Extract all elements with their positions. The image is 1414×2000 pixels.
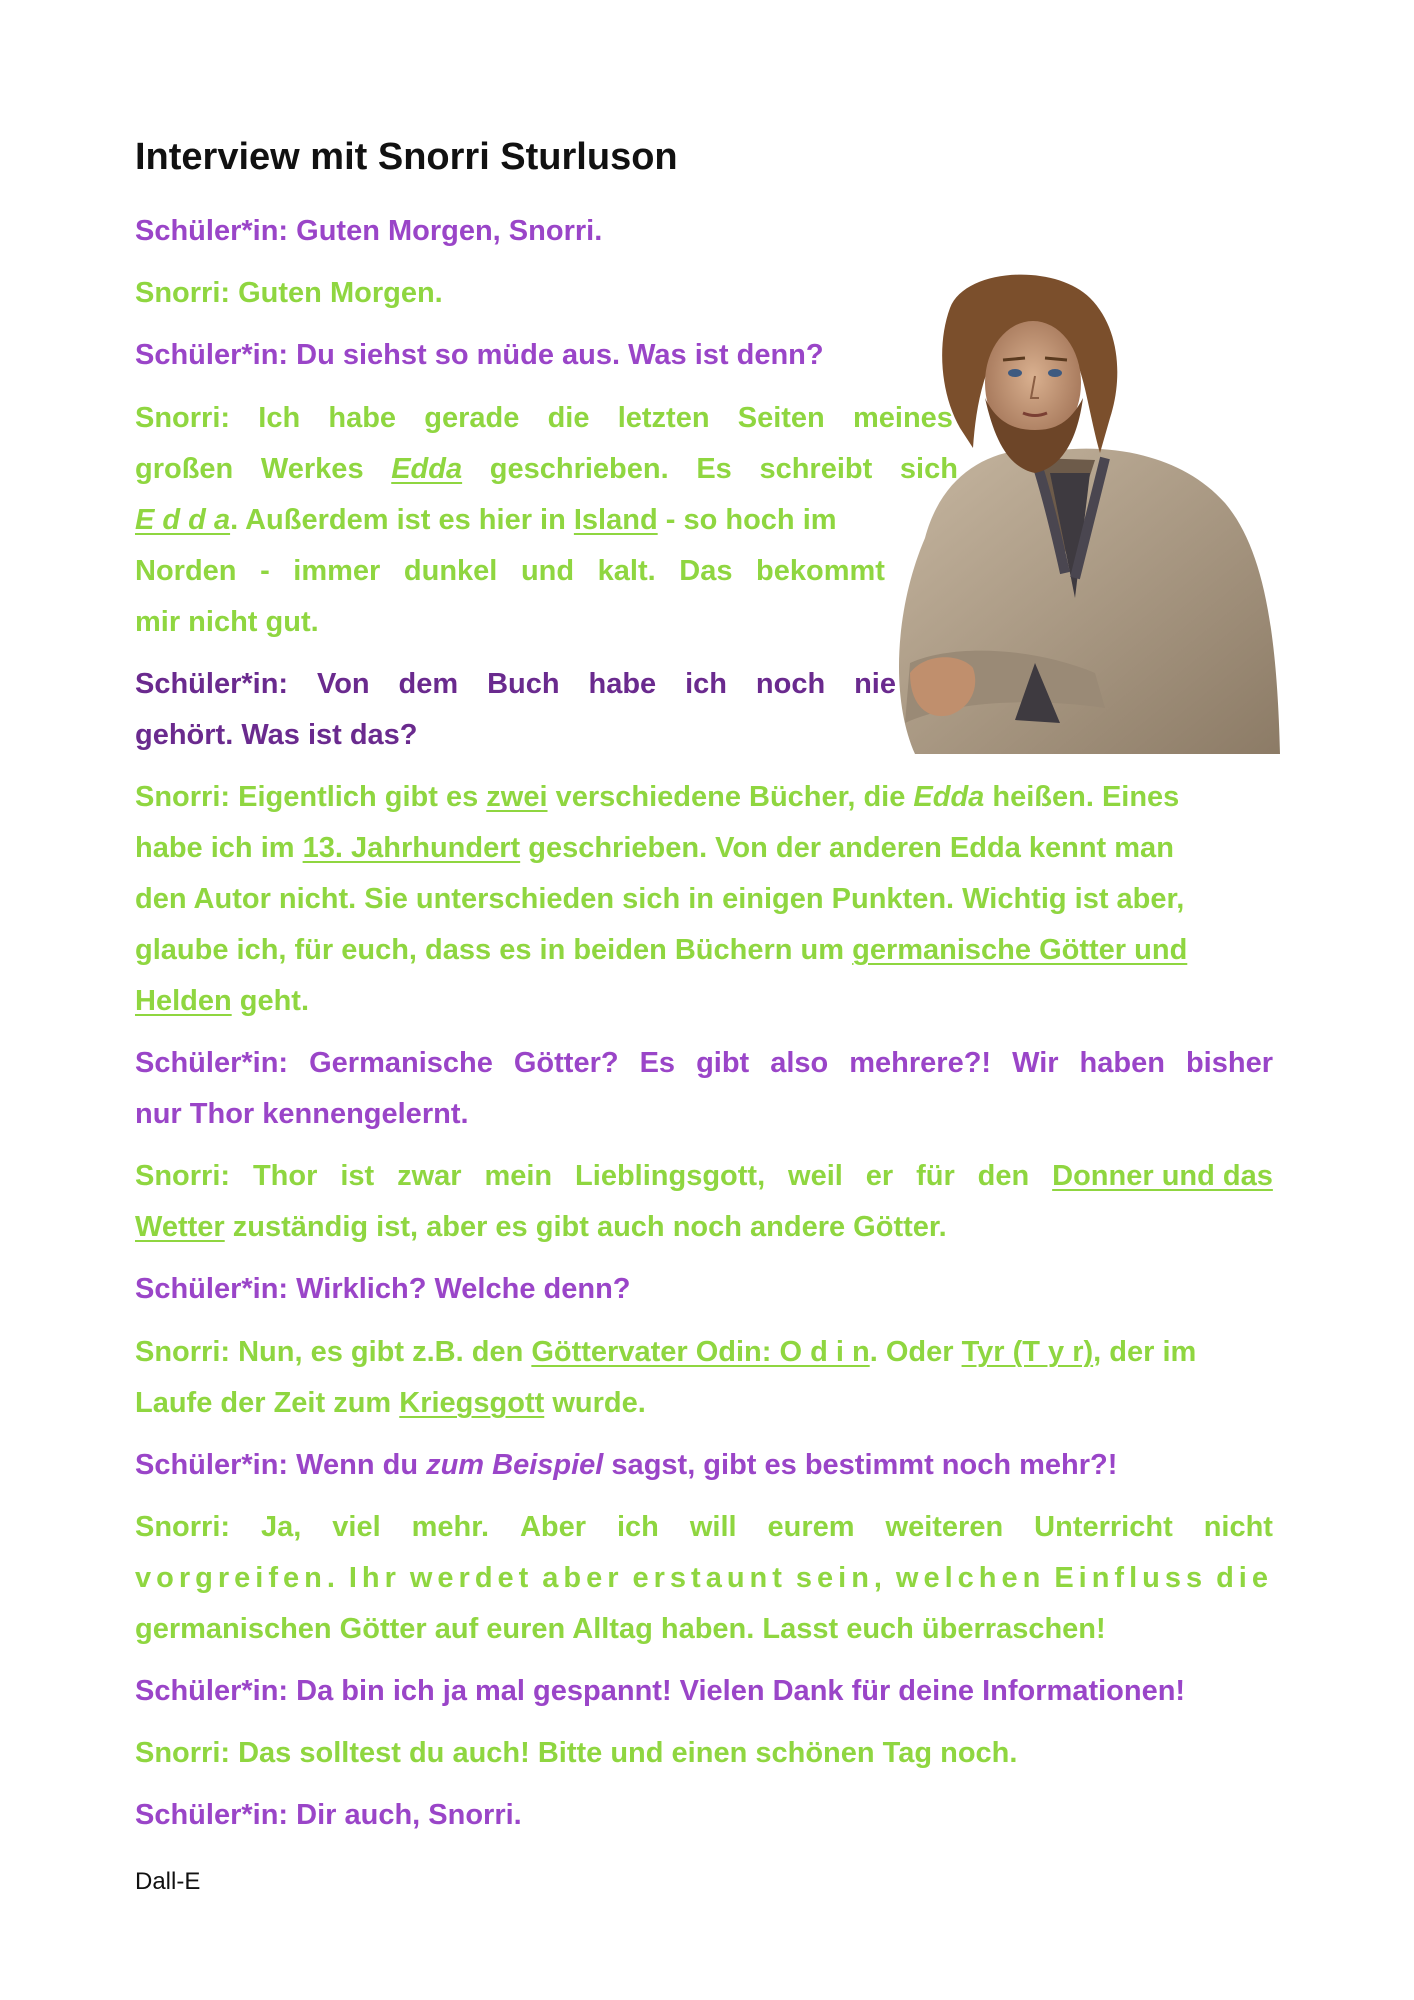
- term-wetter: Wetter: [135, 1211, 225, 1243]
- student-line: Schüler*in: Wirklich? Welche denn?: [135, 1273, 631, 1305]
- term-odin: Göttervater Odin: O d i n: [531, 1336, 870, 1368]
- snorri-line: glaube ich, für euch, dass es in beiden Büchern um germanische Götter und: [135, 934, 1188, 966]
- term-helden: Helden: [135, 985, 232, 1017]
- snorri-line: Snorri: Thor ist zwar mein Lieblingsgott, weil er für den Donner und das: [135, 1151, 1273, 1202]
- snorri-line: Laufe der Zeit zum Kriegsgott wurde.: [135, 1387, 646, 1419]
- snorri-line: Helden geht.: [135, 985, 310, 1017]
- student-line: gehört. Was ist das?: [135, 719, 418, 751]
- term-tyr: Tyr (T y r): [961, 1336, 1094, 1368]
- snorri-line: vorgreifen. Ihr werdet aber erstaunt sein, welchen Einfluss die: [135, 1562, 1273, 1594]
- snorri-line: Snorri: Das solltest du auch! Bitte und einen schönen Tag noch.: [135, 1737, 1018, 1769]
- term-zwei: zwei: [486, 781, 548, 813]
- term-edda-spelled: E d d a: [135, 504, 231, 536]
- snorri-line: Norden - immer dunkel und kalt. Das bekommt: [135, 555, 885, 587]
- snorri-line: mir nicht gut.: [135, 606, 319, 638]
- student-line: Schüler*in: Germanische Götter? Es gibt also mehrere?! Wir haben bisher: [135, 1047, 1273, 1079]
- snorri-line: Snorri: Guten Morgen.: [135, 277, 443, 309]
- student-line: Schüler*in: Du siehst so müde aus. Was ist denn?: [135, 339, 824, 371]
- student-line: Schüler*in: Dir auch, Snorri.: [135, 1799, 522, 1831]
- student-line: Schüler*in: Guten Morgen, Snorri.: [135, 215, 603, 247]
- snorri-portrait-image: [885, 268, 1280, 754]
- snorri-line: Snorri: Ich habe gerade die letzten Seiten meines: [135, 402, 953, 434]
- term-13-jahrhundert: 13. Jahrhundert: [302, 832, 521, 864]
- student-line: nur Thor kennengelernt.: [135, 1098, 469, 1130]
- snorri-line: Snorri: Ja, viel mehr. Aber ich will eurem weiteren Unterricht nicht: [135, 1511, 1273, 1543]
- snorri-line: Snorri: Nun, es gibt z.B. den Göttervater Odin: O d i n. Oder Tyr (T y r), der im: [135, 1336, 1197, 1368]
- snorri-line: germanischen Götter auf euren Alltag haben. Lasst euch überraschen!: [135, 1613, 1106, 1645]
- snorri-line: Wetter zuständig ist, aber es gibt auch noch andere Götter.: [135, 1211, 947, 1243]
- page-title: Interview mit Snorri Sturluson: [135, 136, 678, 178]
- term-germanische-goetter: germanische Götter und: [852, 934, 1188, 966]
- image-credit: Dall-E: [135, 1868, 201, 1895]
- term-donner-wetter: Donner und das: [1052, 1160, 1273, 1192]
- student-line: Schüler*in: Von dem Buch habe ich noch nie: [135, 668, 896, 700]
- snorri-line: Snorri: Eigentlich gibt es zwei verschiedene Bücher, die Edda heißen. Eines: [135, 781, 1180, 813]
- snorri-line: habe ich im 13. Jahrhundert geschrieben. Von der anderen Edda kennt man: [135, 832, 1174, 864]
- snorri-line: den Autor nicht. Sie unterschieden sich in einigen Punkten. Wichtig ist aber,: [135, 883, 1185, 915]
- term-kriegsgott: Kriegsgott: [399, 1387, 545, 1419]
- student-line: Schüler*in: Wenn du zum Beispiel sagst, gibt es bestimmt noch mehr?!: [135, 1449, 1118, 1481]
- snorri-line: großen Werkes Edda geschrieben. Es schreibt sich: [135, 453, 958, 485]
- term-island: Island: [573, 504, 658, 536]
- term-edda: Edda: [391, 453, 463, 485]
- snorri-line: E d d a. Außerdem ist es hier in Island - so hoch im: [135, 504, 837, 536]
- student-line: Schüler*in: Da bin ich ja mal gespannt! Vielen Dank für deine Informationen!: [135, 1675, 1186, 1707]
